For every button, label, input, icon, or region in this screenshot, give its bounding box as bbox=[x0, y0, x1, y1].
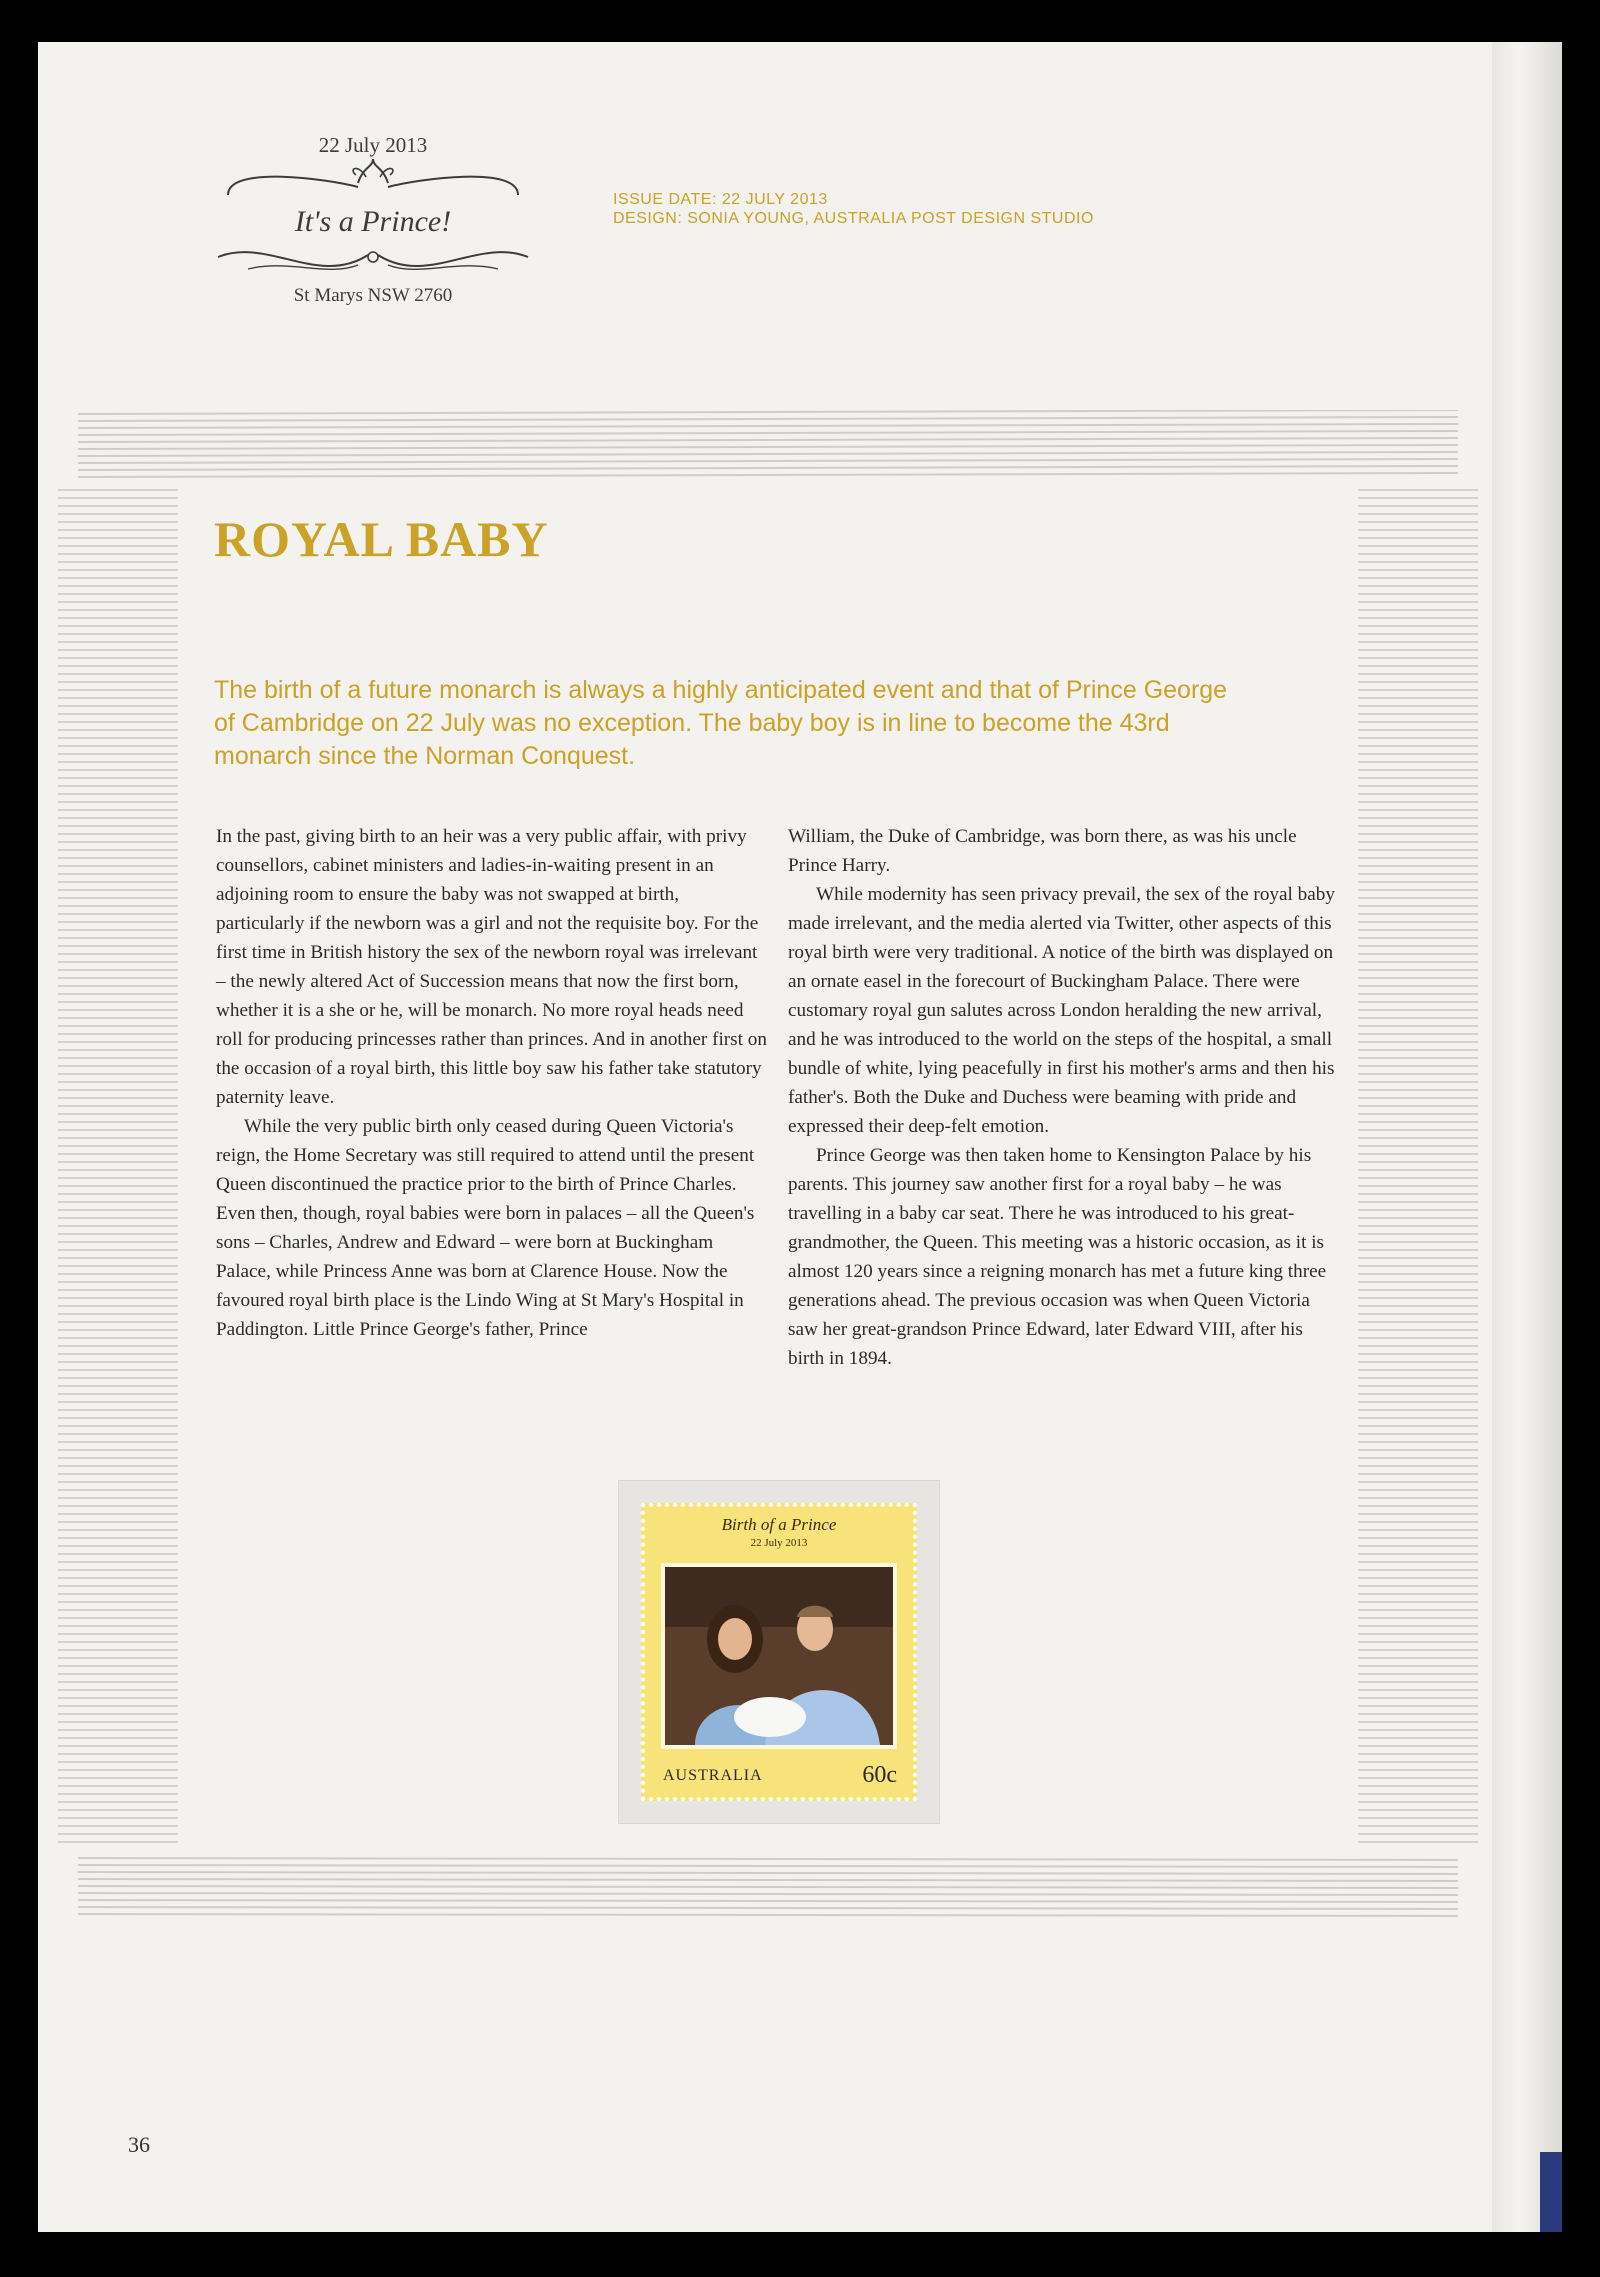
issue-info bbox=[613, 190, 1094, 228]
stamp-photo bbox=[661, 1563, 897, 1749]
page bbox=[38, 42, 1562, 2232]
stamp-title: Birth of a Prince bbox=[721, 1515, 837, 1534]
stamp-date: 22 July 2013 bbox=[750, 1537, 808, 1549]
stamp-mount bbox=[618, 1480, 940, 1824]
issue-design-credit: DESIGN: SONIA YOUNG, AUSTRALIA POST DESIGN STUDIO bbox=[613, 210, 1094, 227]
article-title: ROYAL BABY bbox=[214, 511, 549, 567]
body-column-left bbox=[216, 822, 771, 1344]
binding-edge bbox=[1540, 2152, 1562, 2232]
body-paragraph: In the past, giving birth to an heir was a very public affair, with privy counsellors, cabinet ministers and ladies-in-waiting present in an adjoining room to ensure the baby was not swapped at birth, particularly if the newborn was a girl and not the requisite boy. For the first time in British history the sex of the newborn royal was irrelevant – the newly altered Act of Succession means that now the first born, whether it is a she or he, will be monarch. No more royal heads need roll for producing princesses rather than princes. And in another first on the occasion of a royal birth, this little boy saw his father take statutory paternity leave. bbox=[216, 826, 767, 1108]
body-paragraph: While modernity has seen privacy prevail, the sex of the royal baby made irrelevant, and the media alerted via Twitter, other aspects of this royal birth were very traditional. A notice of the birth was displayed on an ornate easel in the forecourt of Buckingham Palace. There were customary royal gun salutes across London heralding the new arrival, and he was introduced to the world on the steps of the hospital, a small bundle of white, lying peacefully in first his mother's arms and then his father's. Both the Duke and Duchess were beaming with pride and expressed their deep-felt emotion. bbox=[788, 884, 1335, 1137]
cancellation-place: St Marys NSW 2760 bbox=[293, 285, 453, 306]
body-paragraph: Prince George was then taken home to Kensington Palace by his parents. This journey saw another first for a royal baby – he was travelling in a baby car seat. There he was introduced to his great-grandmother, the Queen. This meeting was a historic occasion, as it is almost 120 years since a reigning monarch has met a future king three generations ahead. The previous occasion was when Queen Victoria saw her great-grandson Prince Edward, later Edward VIII, after his birth in 1894. bbox=[788, 1145, 1327, 1369]
issue-date: ISSUE DATE: 22 JULY 2013 bbox=[613, 191, 828, 208]
body-paragraph: While the very public birth only ceased during Queen Victoria's reign, the Home Secretary was still required to attend until the present Queen discontinued the practice prior to the birth of Prince Charles. Even then, though, royal babies were born in palaces – all the Queen's sons – Charles, Andrew and Edward – were born at Buckingham Palace, while Princess Anne was born at Clarence House. Now the favoured royal birth place is the Lindo Wing at St Mary's Hospital in Paddington. Little Prince George's father, Prince bbox=[216, 1116, 755, 1340]
page-number: 36 bbox=[128, 2132, 150, 2157]
cancellation-slogan: It's a Prince! bbox=[294, 205, 452, 238]
cancellation-postmark bbox=[208, 87, 538, 327]
article-intro: The birth of a future monarch is always a highly anticipated event and that of Prince George of Cambridge on 22 July was no exception. The baby boy is in line to become the 43rd monarch since the Norman Conquest. bbox=[214, 676, 1228, 770]
body-column-right bbox=[788, 822, 1343, 1373]
body-paragraph: William, the Duke of Cambridge, was born there, as was his uncle Prince Harry. bbox=[788, 826, 1297, 876]
stamp-value: 60c bbox=[862, 1762, 897, 1788]
cancellation-date: 22 July 2013 bbox=[318, 133, 428, 157]
royal-family-photo-icon bbox=[665, 1567, 893, 1745]
stamp-country: AUSTRALIA bbox=[663, 1767, 763, 1784]
page-gutter bbox=[1492, 42, 1562, 2232]
postage-stamp bbox=[641, 1503, 917, 1801]
